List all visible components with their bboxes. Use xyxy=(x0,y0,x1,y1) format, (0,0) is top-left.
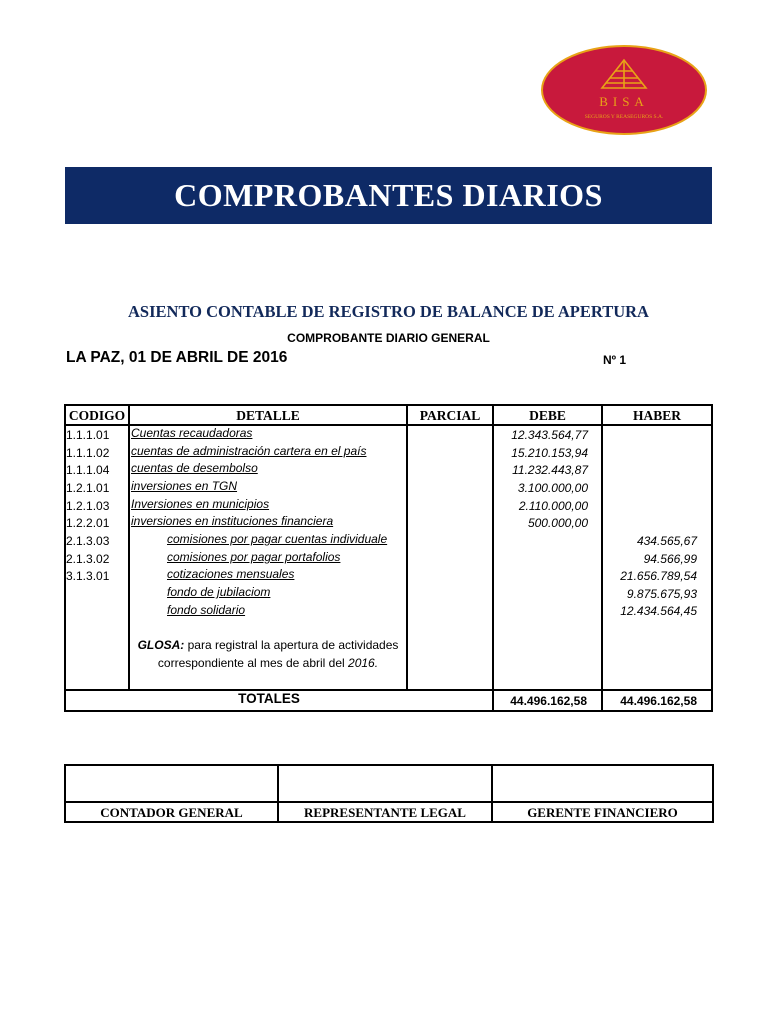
row-debe: 12.343.564,77 xyxy=(511,428,588,442)
svg-text:BISA: BISA xyxy=(599,94,649,109)
row-haber: 21.656.789,54 xyxy=(620,569,697,583)
row-debe: 3.100.000,00 xyxy=(517,481,588,495)
row-debe: 2.110.000,00 xyxy=(518,499,588,513)
row-code: 1.2.2.01 xyxy=(66,516,110,530)
page-title: COMPROBANTES DIARIOS xyxy=(65,167,712,224)
row-code: 2.1.3.03 xyxy=(66,534,110,548)
row-haber: 94.566,99 xyxy=(643,552,697,566)
row-detail: Inversiones en municipios xyxy=(131,497,270,511)
totals-haber: 44.496.162,58 xyxy=(620,694,697,708)
row-debe: 15.210.153,94 xyxy=(511,446,588,460)
row-detail: cuentas de desembolso xyxy=(131,461,258,475)
signature-representante: REPRESENTANTE LEGAL xyxy=(304,805,466,820)
signature-gerente: GERENTE FINANCIERO xyxy=(527,805,678,820)
row-haber: 9.875.675,93 xyxy=(626,587,697,601)
row-detail: fondo de jubilaciom xyxy=(167,585,271,599)
row-code: 1.2.1.01 xyxy=(66,481,110,495)
company-logo xyxy=(540,44,708,136)
row-code: 3.1.3.01 xyxy=(66,569,110,583)
row-detail: comisiones por pagar cuentas individuale xyxy=(167,532,388,546)
row-detail: Cuentas recaudadoras xyxy=(131,426,253,440)
row-detail: fondo solidario xyxy=(167,603,246,617)
row-code: 1.2.1.03 xyxy=(66,499,110,513)
row-detail: comisiones por pagar portafolios xyxy=(167,550,341,564)
document-type: COMPROBANTE DIARIO GENERAL xyxy=(287,331,490,345)
glosa-note xyxy=(130,636,406,672)
row-code: 1.1.1.01 xyxy=(66,428,110,442)
header-debe: DEBE xyxy=(529,408,566,423)
totals-label: TOTALES xyxy=(238,691,300,706)
totals-debe: 44.496.162,58 xyxy=(510,694,587,708)
header-detalle: DETALLE xyxy=(236,408,300,423)
header-parcial: PARCIAL xyxy=(419,408,481,423)
signature-contador: CONTADOR GENERAL xyxy=(100,805,243,820)
row-haber: 434.565,67 xyxy=(636,534,697,548)
voucher-number: Nº 1 xyxy=(603,353,627,367)
glosa-label: GLOSA: xyxy=(137,638,185,652)
document-subtitle: ASIENTO CONTABLE DE REGISTRO DE BALANCE DE APERTURA xyxy=(128,302,649,321)
svg-text:SEGUROS Y REASEGUROS S.A.: SEGUROS Y REASEGUROS S.A. xyxy=(584,114,664,120)
row-code: 1.1.1.04 xyxy=(66,463,110,477)
place-date: LA PAZ, 01 DE ABRIL DE 2016 xyxy=(66,349,288,366)
glosa-year: 2016. xyxy=(348,656,379,670)
row-haber: 12.434.564,45 xyxy=(620,604,697,618)
row-detail: inversiones en instituciones financiera xyxy=(131,514,334,528)
row-debe: 11.232.443,87 xyxy=(512,463,588,477)
row-detail: cuentas de administración cartera en el país xyxy=(131,444,367,458)
row-code: 1.1.1.02 xyxy=(66,446,110,460)
row-detail: inversiones en TGN xyxy=(131,479,238,493)
row-debe: 500.000,00 xyxy=(527,516,588,530)
row-detail: cotizaciones mensuales xyxy=(167,567,295,581)
glosa-text: para registral la apertura de actividades correspondiente al mes de abril del xyxy=(157,638,399,670)
header-codigo: CODIGO xyxy=(68,408,126,423)
header-haber: HABER xyxy=(632,408,681,423)
row-code: 2.1.3.02 xyxy=(66,552,110,566)
